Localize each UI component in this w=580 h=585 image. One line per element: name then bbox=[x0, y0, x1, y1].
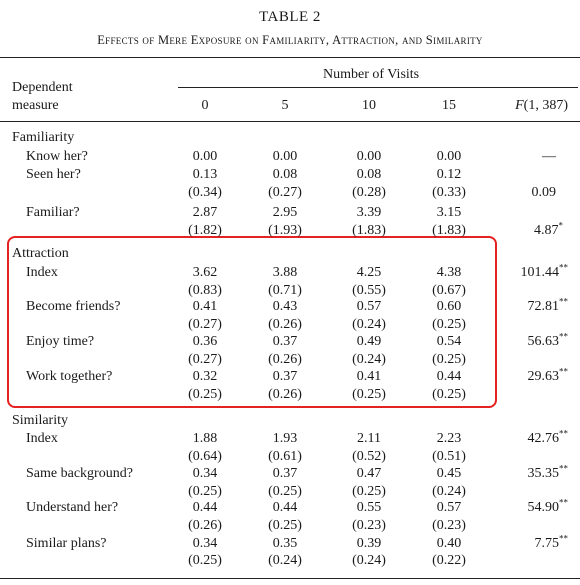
f-cell bbox=[456, 148, 568, 166]
mean-cell: 3.88 bbox=[272, 265, 298, 280]
sd-cell: (0.51) bbox=[432, 449, 466, 464]
mean-cell: 0.44 bbox=[192, 500, 218, 515]
section-heading: Attraction bbox=[12, 246, 69, 261]
mean-cell: 0.41 bbox=[192, 299, 218, 314]
row-label: Know her? bbox=[26, 149, 88, 164]
f-value: 29.63 bbox=[527, 369, 559, 384]
mean-cell: 0.36 bbox=[192, 334, 218, 349]
sd-cell: (0.25) bbox=[188, 387, 222, 402]
mean-cell: 2.95 bbox=[272, 205, 298, 220]
sd-cell: (0.25) bbox=[352, 387, 386, 402]
sd-cell: (1.83) bbox=[352, 223, 386, 238]
significance-marker: ** bbox=[559, 366, 568, 377]
significance-marker: ** bbox=[559, 331, 568, 342]
sd-cell: (1.82) bbox=[188, 223, 222, 238]
mean-cell: 0.39 bbox=[356, 536, 382, 551]
mean-cell: 0.45 bbox=[436, 466, 462, 481]
mean-cell: 0.13 bbox=[192, 167, 218, 182]
mean-cell: 0.43 bbox=[272, 299, 298, 314]
table-subtitle: Effects of Mere Exposure on Familiarity, Attraction, and Similarity bbox=[97, 33, 483, 47]
mean-cell: 0.12 bbox=[436, 167, 462, 182]
sd-cell: (0.23) bbox=[432, 518, 466, 533]
mean-cell: 2.23 bbox=[436, 431, 462, 446]
row-label: Work together? bbox=[26, 369, 113, 384]
mean-cell: 0.54 bbox=[436, 334, 462, 349]
sd-cell: (0.26) bbox=[268, 352, 302, 367]
mean-cell: 2.87 bbox=[192, 205, 218, 220]
row-label: Similar plans? bbox=[26, 536, 107, 551]
header-measure: measure bbox=[12, 98, 59, 113]
mean-cell: 0.40 bbox=[436, 536, 462, 551]
sd-cell: (0.26) bbox=[268, 317, 302, 332]
f-cell bbox=[463, 222, 568, 240]
mean-cell: 0.57 bbox=[436, 500, 462, 515]
sd-cell: (0.24) bbox=[432, 484, 466, 499]
significance-marker: * bbox=[558, 220, 563, 231]
col-header-15: 15 bbox=[442, 98, 456, 113]
f-cell bbox=[468, 333, 568, 351]
sd-cell: (0.25) bbox=[188, 484, 222, 499]
mean-cell: 0.00 bbox=[272, 149, 298, 164]
header-dependent: Dependent bbox=[12, 80, 73, 95]
f-value: 42.76 bbox=[527, 431, 559, 446]
mean-cell: 0.55 bbox=[356, 500, 382, 515]
mean-cell: 0.00 bbox=[192, 149, 218, 164]
f-value: — bbox=[542, 149, 556, 164]
mean-cell: 0.44 bbox=[272, 500, 298, 515]
sd-cell: (0.52) bbox=[352, 449, 386, 464]
significance-marker: ** bbox=[559, 463, 568, 474]
mean-cell: 0.44 bbox=[436, 369, 462, 384]
mean-cell: 0.47 bbox=[356, 466, 382, 481]
section-heading: Similarity bbox=[12, 413, 68, 428]
sd-cell: (0.83) bbox=[188, 283, 222, 298]
row-label: Same background? bbox=[26, 466, 133, 481]
f-value: 35.35 bbox=[527, 466, 559, 481]
section-heading: Familiarity bbox=[12, 130, 75, 145]
f-cell bbox=[468, 264, 568, 282]
sd-cell: (0.24) bbox=[352, 553, 386, 568]
col-header-10: 10 bbox=[362, 98, 376, 113]
sd-cell: (0.25) bbox=[432, 317, 466, 332]
mean-cell: 0.37 bbox=[272, 334, 298, 349]
sd-cell: (0.25) bbox=[432, 352, 466, 367]
sd-cell: (0.67) bbox=[432, 283, 466, 298]
sd-cell: (0.64) bbox=[188, 449, 222, 464]
mean-cell: 3.39 bbox=[356, 205, 382, 220]
mean-cell: 0.37 bbox=[272, 369, 298, 384]
mean-cell: 3.15 bbox=[436, 205, 462, 220]
row-label: Understand her? bbox=[26, 500, 119, 515]
row-label: Enjoy time? bbox=[26, 334, 95, 349]
mean-cell: 1.93 bbox=[272, 431, 298, 446]
sd-cell: (0.61) bbox=[268, 449, 302, 464]
mean-cell: 0.34 bbox=[192, 536, 218, 551]
mean-cell: 1.88 bbox=[192, 431, 218, 446]
significance-marker: ** bbox=[559, 262, 568, 273]
sd-cell: (0.24) bbox=[352, 352, 386, 367]
mean-cell: 3.62 bbox=[192, 265, 218, 280]
f-cell bbox=[468, 430, 568, 448]
f-args: (1, 387) bbox=[523, 98, 568, 113]
table-title: TABLE 2 bbox=[259, 9, 321, 25]
mean-cell: 0.37 bbox=[272, 466, 298, 481]
mean-cell: 0.57 bbox=[356, 299, 382, 314]
sd-cell: (0.71) bbox=[268, 283, 302, 298]
header-visits: Number of Visits bbox=[323, 67, 420, 82]
f-value: 54.90 bbox=[527, 500, 559, 515]
f-value: 101.44 bbox=[520, 265, 559, 280]
mean-cell: 0.00 bbox=[436, 149, 462, 164]
bottom-rule bbox=[0, 578, 580, 579]
f-cell bbox=[468, 465, 568, 483]
mean-cell: 2.11 bbox=[357, 431, 381, 446]
sd-cell: (0.28) bbox=[352, 185, 386, 200]
sd-cell: (0.34) bbox=[188, 185, 222, 200]
sd-cell: (0.24) bbox=[352, 317, 386, 332]
sd-cell: (0.25) bbox=[432, 387, 466, 402]
sd-cell: (0.25) bbox=[268, 484, 302, 499]
f-value: 72.81 bbox=[527, 299, 559, 314]
col-header-5: 5 bbox=[281, 98, 289, 113]
sd-cell: (0.25) bbox=[352, 484, 386, 499]
row-label: Familiar? bbox=[26, 205, 80, 220]
significance-marker: ** bbox=[559, 296, 568, 307]
sd-cell: (0.23) bbox=[352, 518, 386, 533]
f-value: 56.63 bbox=[527, 334, 559, 349]
f-cell bbox=[468, 499, 568, 517]
sd-cell: (0.22) bbox=[432, 553, 466, 568]
mean-cell: 0.49 bbox=[356, 334, 382, 349]
mean-cell: 0.35 bbox=[272, 536, 298, 551]
top-rule bbox=[0, 57, 580, 58]
sd-cell: (0.55) bbox=[352, 283, 386, 298]
row-label: Index bbox=[26, 431, 58, 446]
f-cell bbox=[468, 535, 568, 553]
sd-cell: (1.93) bbox=[268, 223, 302, 238]
sd-cell: (0.25) bbox=[188, 553, 222, 568]
f-value: 4.87 bbox=[534, 223, 559, 238]
f-cell bbox=[468, 368, 568, 386]
sd-cell: (1.83) bbox=[432, 223, 466, 238]
f-value: 7.75 bbox=[534, 536, 559, 551]
mean-cell: 0.60 bbox=[436, 299, 462, 314]
sd-cell: (0.33) bbox=[432, 185, 466, 200]
sd-cell: (0.25) bbox=[268, 518, 302, 533]
f-cell bbox=[468, 298, 568, 316]
sd-cell: (0.27) bbox=[188, 352, 222, 367]
row-label: Index bbox=[26, 265, 58, 280]
visits-rule bbox=[178, 87, 578, 88]
col-header-f bbox=[468, 97, 568, 115]
mean-cell: 0.41 bbox=[356, 369, 382, 384]
col-header-0: 0 bbox=[201, 98, 209, 113]
mean-cell: 4.25 bbox=[356, 265, 382, 280]
sd-cell: (0.26) bbox=[268, 387, 302, 402]
row-label: Become friends? bbox=[26, 299, 121, 314]
mean-cell: 0.00 bbox=[356, 149, 382, 164]
sd-cell: (0.26) bbox=[188, 518, 222, 533]
row-label: Seen her? bbox=[26, 167, 81, 182]
sd-cell: (0.24) bbox=[268, 553, 302, 568]
sd-cell: (0.27) bbox=[268, 185, 302, 200]
f-value: 0.09 bbox=[531, 185, 556, 200]
mean-cell: 0.08 bbox=[272, 167, 298, 182]
mean-cell: 4.38 bbox=[436, 265, 462, 280]
mean-cell: 0.34 bbox=[192, 466, 218, 481]
significance-marker: ** bbox=[559, 428, 568, 439]
mean-cell: 0.32 bbox=[192, 369, 218, 384]
sd-cell: (0.27) bbox=[188, 317, 222, 332]
f-label: F bbox=[515, 98, 524, 113]
mean-cell: 0.08 bbox=[356, 167, 382, 182]
significance-marker: ** bbox=[559, 533, 568, 544]
header-rule bbox=[0, 121, 580, 122]
f-cell bbox=[456, 184, 568, 202]
significance-marker: ** bbox=[559, 497, 568, 508]
